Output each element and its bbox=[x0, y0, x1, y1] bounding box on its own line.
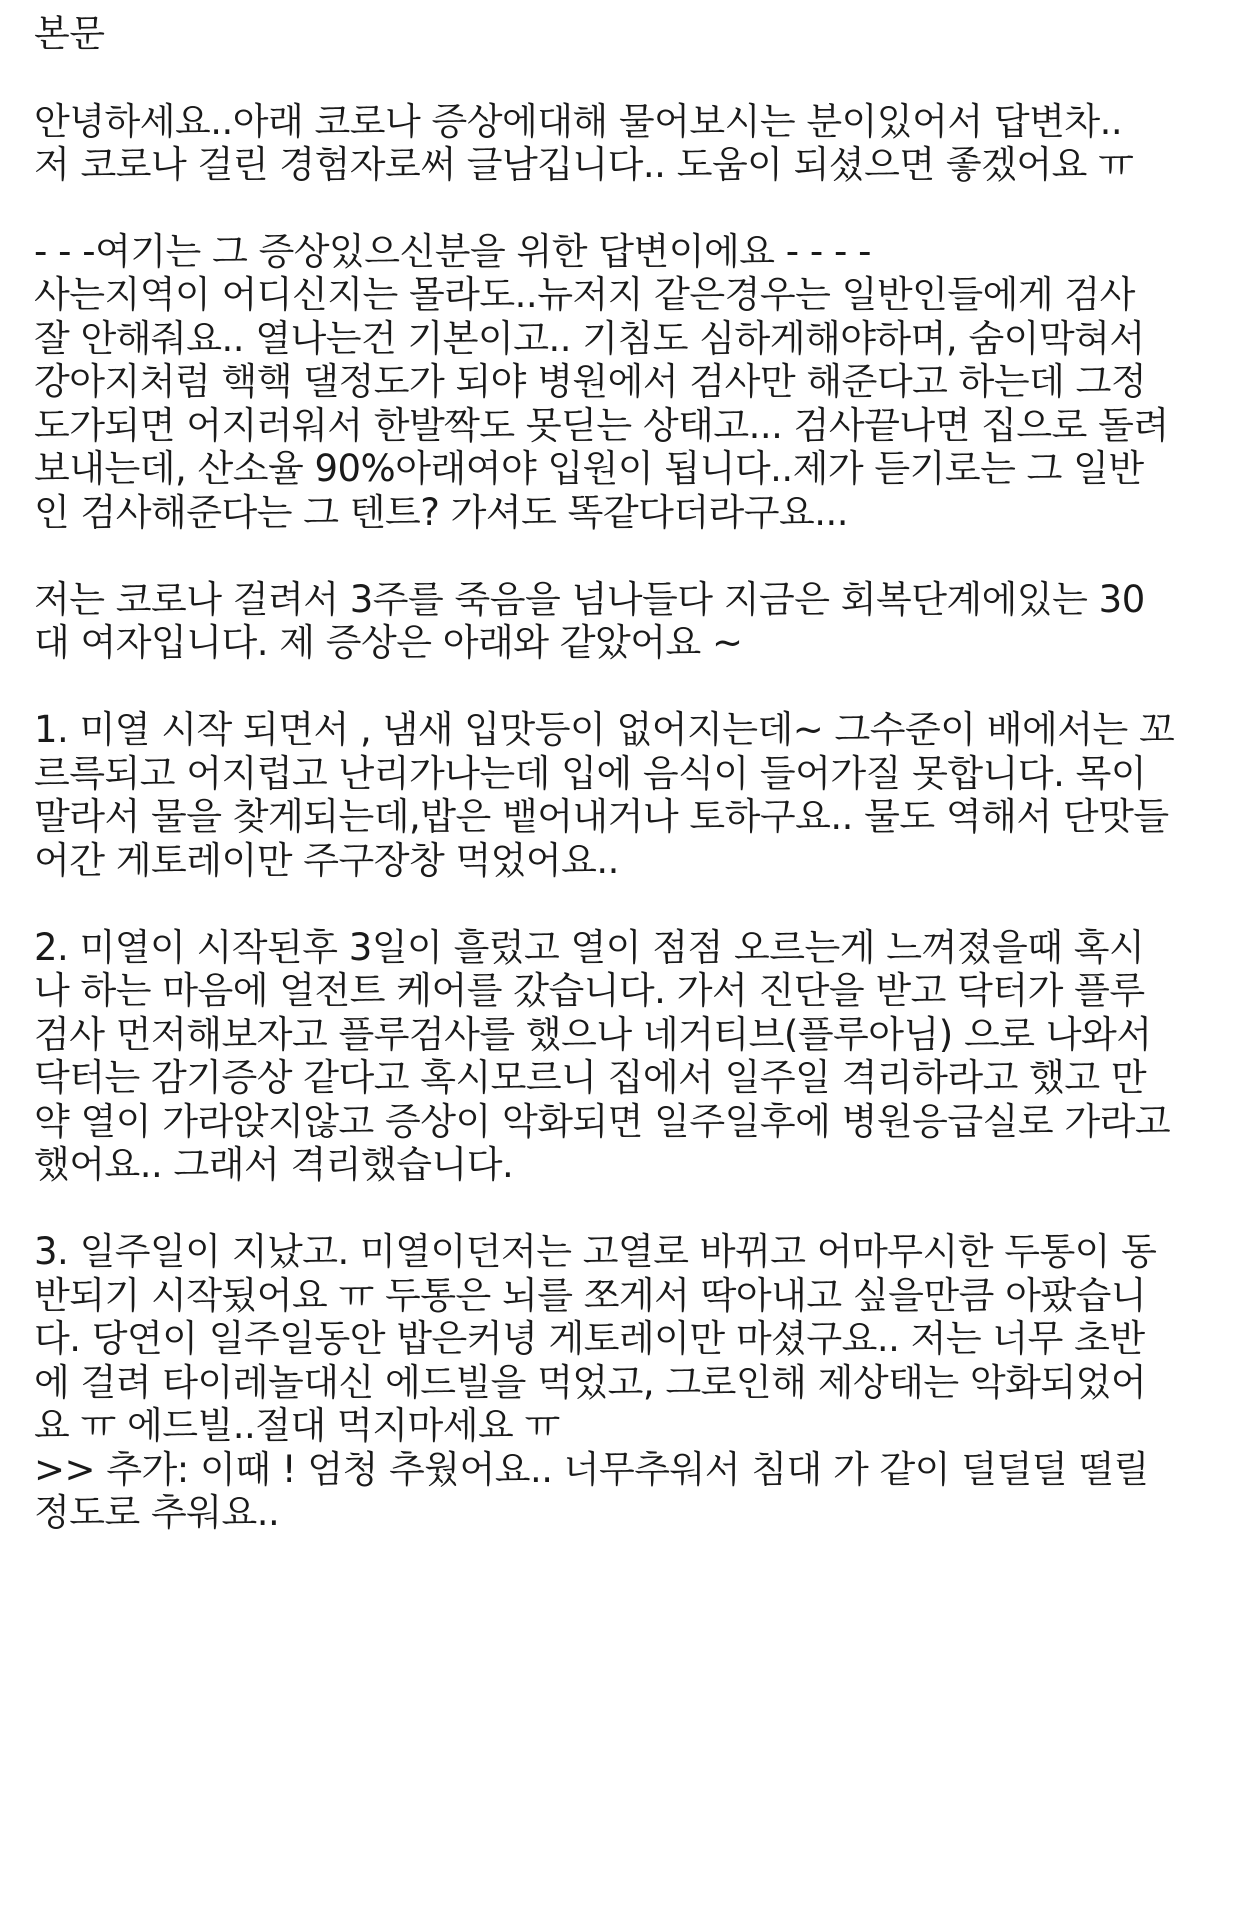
text-line: 닥터는 감기증상 같다고 혹시모르니 집에서 일주일 격리하라고 했고 만 bbox=[34, 1056, 1147, 1099]
text-line: 보내는데, 산소율 90%아래여야 입원이 됩니다..제가 듣기로는 그 일반 bbox=[34, 447, 1144, 490]
text-line: 나 하는 마음에 얼전트 케어를 갔습니다. 가서 진단을 받고 닥터가 플루 bbox=[34, 969, 1145, 1012]
text-line: 약 열이 가라앉지않고 증상이 악화되면 일주일후에 병원응급실로 가라고 bbox=[34, 1100, 1171, 1143]
text-line: 대 여자입니다. 제 증상은 아래와 같았어요 ~ bbox=[34, 621, 743, 664]
text-line: 말라서 물을 찾게되는데,밥은 뱉어내거나 토하구요.. 물도 역해서 단맛들 bbox=[34, 795, 1169, 838]
text-line: 저는 코로나 걸려서 3주를 죽음을 넘나들다 지금은 회복단계에있는 30 bbox=[34, 578, 1145, 621]
text-line: 도가되면 어지러워서 한발짝도 못딛는 상태고... 검사끝나면 집으로 돌려 bbox=[34, 404, 1169, 447]
text-line: 안녕하세요..아래 코로나 증상에대해 물어보시는 분이있어서 답변차.. bbox=[34, 100, 1123, 143]
text-line: 에 걸려 타이레놀대신 에드빌을 먹었고, 그로인해 제상태는 악화되었어 bbox=[34, 1361, 1147, 1404]
text-line: 다. 당연이 일주일동안 밥은커녕 게토레이만 마셨구요.. 저는 너무 초반 bbox=[34, 1317, 1145, 1360]
text-line: 3. 일주일이 지났고. 미열이던저는 고열로 바뀌고 어마무시한 두통이 동 bbox=[34, 1230, 1157, 1273]
text-line: - - -여기는 그 증상있으신분을 위한 답변이에요 - - - - bbox=[34, 230, 871, 273]
section-heading: 본문 bbox=[34, 12, 105, 55]
text-line: 요 ㅠ 에드빌..절대 먹지마세요 ㅠ bbox=[34, 1404, 560, 1447]
text-line: 어간 게토레이만 주구장창 먹었어요.. bbox=[34, 839, 619, 882]
text-line: 검사 먼저해보자고 플루검사를 했으나 네거티브(플루아님) 으로 나와서 bbox=[34, 1013, 1152, 1056]
text-line: 정도로 추워요.. bbox=[34, 1491, 280, 1534]
text-line: 2. 미열이 시작된후 3일이 흘렀고 열이 점점 오르는게 느껴졌을때 혹시 bbox=[34, 926, 1145, 969]
text-line: >> 추가: 이때 ! 엄청 추웠어요.. 너무추워서 침대 가 같이 덜덜덜 떨릴 bbox=[34, 1448, 1149, 1491]
text-line: 했어요.. 그래서 격리했습니다. bbox=[34, 1143, 514, 1186]
text-line: 인 검사해준다는 그 텐트? 가셔도 똑같다더라구요... bbox=[34, 491, 849, 534]
text-line: 사는지역이 어디신지는 몰라도..뉴저지 같은경우는 일반인들에게 검사 bbox=[34, 273, 1135, 316]
text-line: 르륵되고 어지럽고 난리가나는데 입에 음식이 들어가질 못합니다. 목이 bbox=[34, 752, 1147, 795]
text-line: 강아지처럼 핵핵 댈정도가 되야 병원에서 검사만 해준다고 하는데 그정 bbox=[34, 360, 1147, 403]
text-line: 잘 안해줘요.. 열나는건 기본이고.. 기침도 심하게해야하며, 숨이막혀서 bbox=[34, 317, 1145, 360]
text-line: 반되기 시작됬어요 ㅠ 두통은 뇌를 쪼게서 딱아내고 싶을만큼 아팠습니 bbox=[34, 1274, 1147, 1317]
text-line: 저 코로나 걸린 경험자로써 글남깁니다.. 도움이 되셨으면 좋겠어요 ㅠ bbox=[34, 143, 1134, 186]
text-line: 1. 미열 시작 되면서 , 냄새 입맛등이 없어지는데~ 그수준이 배에서는 꼬 bbox=[34, 708, 1175, 751]
